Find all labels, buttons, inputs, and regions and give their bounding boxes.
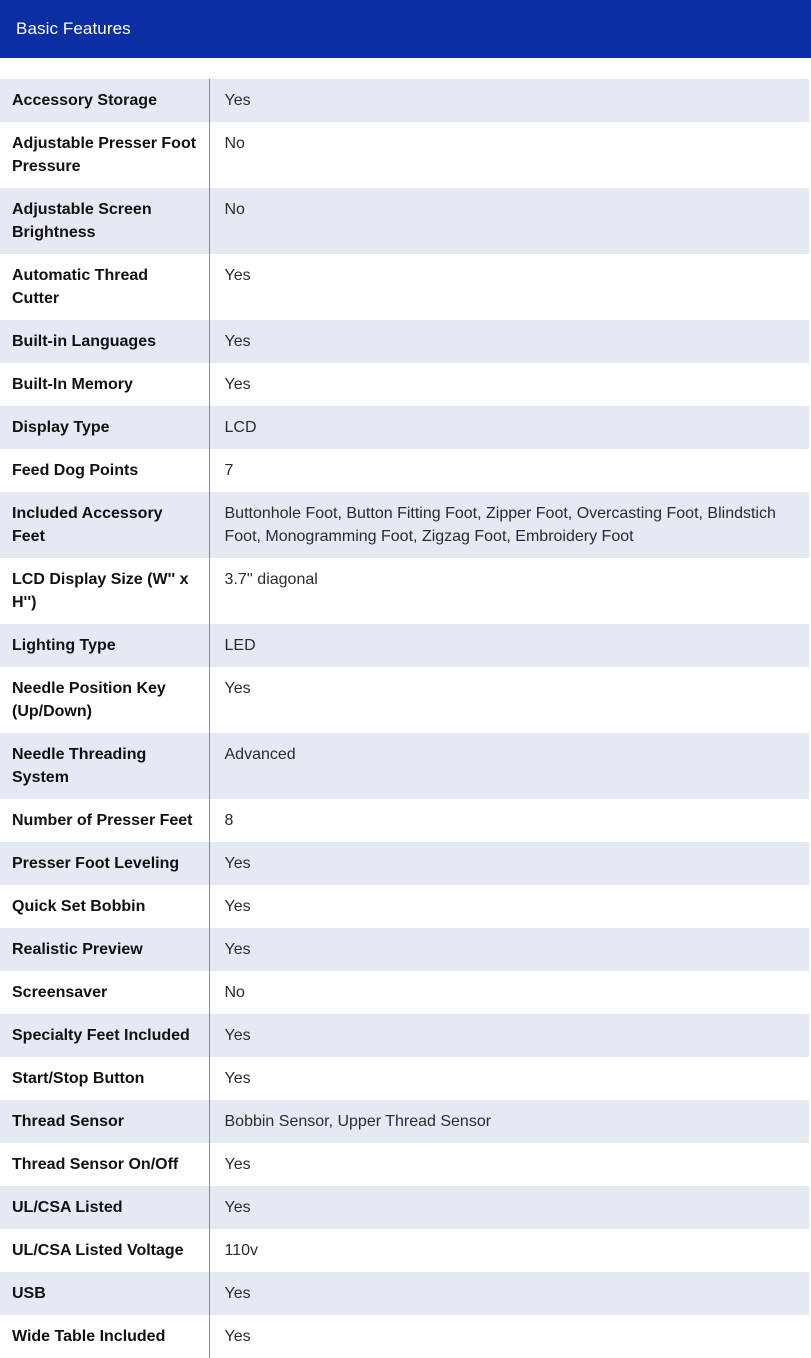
table-row bbox=[0, 1315, 809, 1358]
feature-value: Yes bbox=[224, 941, 251, 958]
table-row bbox=[0, 558, 809, 624]
feature-value: Yes bbox=[224, 1199, 251, 1216]
table-row bbox=[0, 842, 809, 885]
table-row bbox=[0, 885, 809, 928]
feature-label: Needle Threading System bbox=[0, 733, 209, 799]
feature-label: Lighting Type bbox=[0, 624, 209, 667]
table-row bbox=[0, 624, 809, 667]
feature-value: Yes bbox=[224, 1027, 251, 1044]
table-row bbox=[0, 1272, 809, 1315]
feature-label: Specialty Feet Included bbox=[0, 1014, 209, 1057]
table-row bbox=[0, 122, 809, 188]
feature-label: Included Accessory Feet bbox=[0, 492, 209, 558]
feature-value: Yes bbox=[224, 855, 251, 872]
feature-value: 3.7'' diagonal bbox=[224, 571, 318, 588]
feature-value: Advanced bbox=[224, 746, 296, 763]
feature-label: Presser Foot Leveling bbox=[0, 842, 209, 885]
feature-label: Realistic Preview bbox=[0, 928, 209, 971]
feature-value: Yes bbox=[224, 1285, 251, 1302]
feature-value: LED bbox=[224, 637, 256, 654]
table-row bbox=[0, 1143, 809, 1186]
table-row bbox=[0, 320, 809, 363]
feature-value: Yes bbox=[224, 898, 251, 915]
table-row bbox=[0, 492, 809, 558]
feature-label: UL/CSA Listed bbox=[0, 1186, 209, 1229]
feature-label: Start/Stop Button bbox=[0, 1057, 209, 1100]
features-table bbox=[0, 79, 809, 1358]
feature-label: Display Type bbox=[0, 406, 209, 449]
feature-label: Quick Set Bobbin bbox=[0, 885, 209, 928]
table-row bbox=[0, 188, 809, 254]
table-row bbox=[0, 799, 809, 842]
feature-value: Yes bbox=[224, 267, 251, 284]
feature-label: Wide Table Included bbox=[0, 1315, 209, 1358]
feature-label: UL/CSA Listed Voltage bbox=[0, 1229, 209, 1272]
header-spacer bbox=[0, 58, 811, 79]
feature-value: Bobbin Sensor, Upper Thread Sensor bbox=[224, 1113, 492, 1130]
feature-label: Automatic Thread Cutter bbox=[0, 254, 209, 320]
feature-label: Screensaver bbox=[0, 971, 209, 1014]
feature-label: LCD Display Size (W'' x H'') bbox=[0, 558, 209, 624]
table-row bbox=[0, 1014, 809, 1057]
feature-label: Needle Position Key (Up/Down) bbox=[0, 667, 209, 733]
feature-label: Adjustable Presser Foot Pressure bbox=[0, 122, 209, 188]
table-row bbox=[0, 79, 809, 122]
table-row bbox=[0, 1186, 809, 1229]
feature-value: Buttonhole Foot, Button Fitting Foot, Zipper Foot, Overcasting Foot, Blindstich Foot, Monogramming Foot, Zigzag Foot, Embroidery Foot bbox=[224, 505, 776, 545]
feature-value: Yes bbox=[224, 92, 251, 109]
section-header[interactable] bbox=[0, 0, 811, 58]
table-row bbox=[0, 1229, 809, 1272]
feature-value: Yes bbox=[224, 376, 251, 393]
feature-value: No bbox=[224, 984, 245, 1001]
section-title: Basic Features bbox=[16, 19, 131, 38]
feature-value: LCD bbox=[224, 419, 257, 436]
table-row bbox=[0, 667, 809, 733]
feature-value: Yes bbox=[224, 680, 251, 697]
feature-value: No bbox=[224, 135, 245, 152]
table-row bbox=[0, 363, 809, 406]
table-row bbox=[0, 733, 809, 799]
feature-value: Yes bbox=[224, 1070, 251, 1087]
table-row bbox=[0, 971, 809, 1014]
table-row bbox=[0, 928, 809, 971]
feature-value: 7 bbox=[224, 462, 234, 479]
feature-value: 8 bbox=[224, 812, 234, 829]
table-row bbox=[0, 254, 809, 320]
feature-label: Adjustable Screen Brightness bbox=[0, 188, 209, 254]
table-row bbox=[0, 1057, 809, 1100]
table-row bbox=[0, 449, 809, 492]
feature-label: Thread Sensor bbox=[0, 1100, 209, 1143]
feature-value: Yes bbox=[224, 1156, 251, 1173]
feature-label: USB bbox=[0, 1272, 209, 1315]
feature-value: 110v bbox=[224, 1242, 259, 1259]
table-row bbox=[0, 1100, 809, 1143]
feature-value: Yes bbox=[224, 333, 251, 350]
feature-value: No bbox=[224, 201, 245, 218]
feature-label: Accessory Storage bbox=[0, 79, 209, 122]
feature-label: Built-In Memory bbox=[0, 363, 209, 406]
feature-value: Yes bbox=[224, 1328, 251, 1345]
feature-label: Built-in Languages bbox=[0, 320, 209, 363]
feature-label: Thread Sensor On/Off bbox=[0, 1143, 209, 1186]
feature-label: Feed Dog Points bbox=[0, 449, 209, 492]
table-row bbox=[0, 406, 809, 449]
feature-label: Number of Presser Feet bbox=[0, 799, 209, 842]
